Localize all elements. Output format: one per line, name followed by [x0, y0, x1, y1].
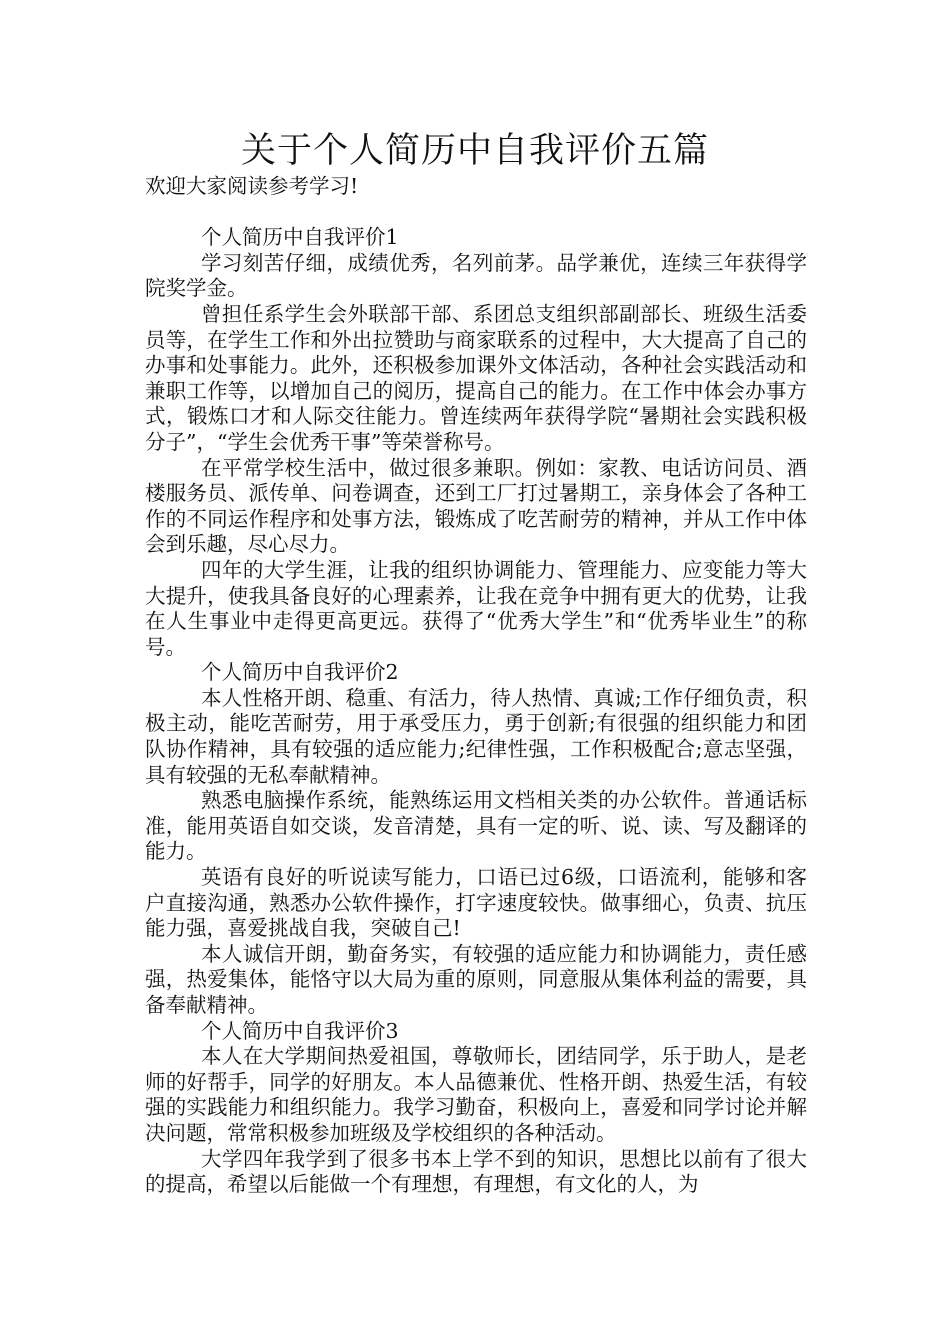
paragraph: 学习刻苦仔细，成绩优秀，名列前茅。品学兼优，连续三年获得学院奖学金。 — [145, 250, 807, 301]
paragraph: 在平常学校生活中，做过很多兼职。例如：家教、电话访问员、酒楼服务员、派传单、问卷调查，还到工厂打过暑期工，亲身体会了各种工作的不同运作程序和处事方法，锻炼成了吃苦耐劳的精神，并从工作中体会到乐趣，尽心尽力。 — [145, 455, 807, 557]
paragraph: 本人性格开朗、稳重、有活力，待人热情、真诚;工作仔细负责，积极主动，能吃苦耐劳，用于承受压力，勇于创新;有很强的组织能力和团队协作精神，具有较强的适应能力;纪律性强，工作积极配合;意志坚强，具有较强的无私奉献精神。 — [145, 685, 807, 787]
spacer — [145, 200, 807, 226]
intro-text: 欢迎大家阅读参考学习! — [145, 174, 359, 198]
paragraph: 四年的大学生涯，让我的组织协调能力、管理能力、应变能力等大大提升，使我具备良好的心理素养，让我在竞争中拥有更大的优势，让我在人生事业中走得更高更远。获得了“优秀大学生”和“优秀毕业生”的称号。 — [145, 557, 807, 659]
paragraph: 本人诚信开朗，勤奋务实，有较强的适应能力和协调能力，责任感强，热爱集体，能恪守以大局为重的原则，同意服从集体利益的需要，具备奉献精神。 — [145, 941, 807, 1017]
document-title: 关于个人简历中自我评价五篇 — [240, 131, 709, 171]
section-1 — [145, 225, 807, 660]
document-body — [145, 174, 807, 1198]
section-heading: 个人简历中自我评价2 — [201, 660, 399, 685]
paragraph: 大学四年我学到了很多书本上学不到的知识，思想比以前有了很大的提高，希望以后能做一个有理想，有理想，有文化的人，为 — [145, 1146, 807, 1197]
paragraph: 英语有良好的听说读写能力，口语已过6级，口语流利，能够和客户直接沟通，熟悉办公软件操作，打字速度较快。做事细心，负责、抗压能力强，喜爱挑战自我，突破自己! — [145, 865, 807, 941]
section-heading: 个人简历中自我评价3 — [201, 1018, 399, 1043]
section-2 — [145, 660, 807, 1018]
paragraph: 曾担任系学生会外联部干部、系团总支组织部副部长、班级生活委员等，在学生工作和外出拉赞助与商家联系的过程中，大大提高了自己的办事和处事能力。此外，还积极参加课外文体活动，各种社会实践活动和兼职工作等，以增加自己的阅历，提高自己的能力。在工作中体会办事方式，锻炼口才和人际交往能力。曾连续两年获得学院“暑期社会实践积极分子”，“学生会优秀干事”等荣誉称号。 — [145, 301, 807, 454]
section-3 — [145, 1019, 807, 1198]
paragraph: 熟悉电脑操作系统，能熟练运用文档相关类的办公软件。普通话标准，能用英语自如交谈，发音清楚，具有一定的听、说、读、写及翻译的能力。 — [145, 788, 807, 864]
paragraph: 本人在大学期间热爱祖国，尊敬师长，团结同学，乐于助人，是老师的好帮手，同学的好朋友。本人品德兼优、性格开朗、热爱生活，有较强的实践能力和组织能力。我学习勤奋，积极向上，喜爱和同学讨论并解决问题，常常积极参加班级及学校组织的各种活动。 — [145, 1044, 807, 1145]
section-heading: 个人简历中自我评价1 — [201, 225, 399, 250]
